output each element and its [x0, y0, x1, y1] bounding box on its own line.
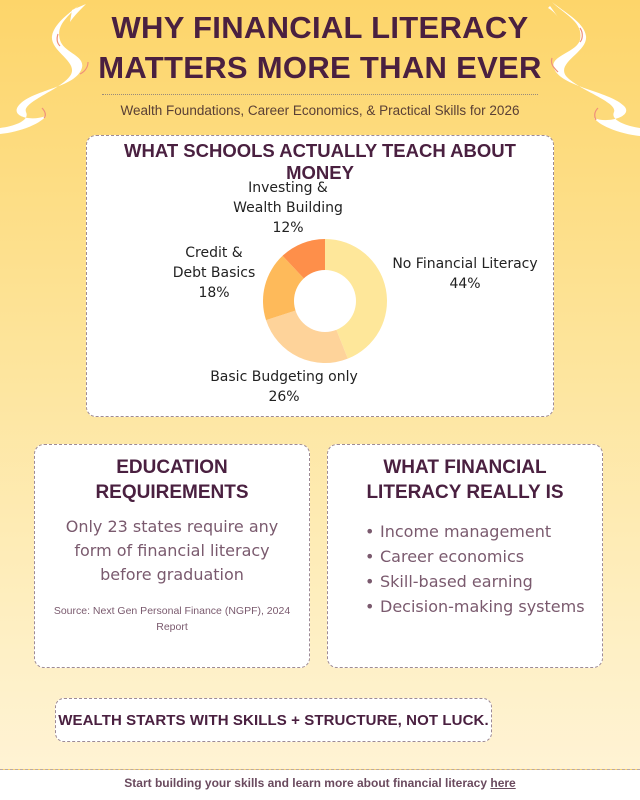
bullet-icon: •	[365, 597, 375, 616]
page-title-line2: MATTERS MORE THAN EVER	[98, 50, 542, 85]
education-requirements-card	[34, 444, 310, 668]
education-card-title: EDUCATION REQUIREMENTS	[95, 457, 249, 503]
financial-literacy-list	[328, 519, 602, 619]
footer	[0, 776, 640, 790]
list-item: • Career economics	[365, 544, 592, 569]
page-title-line1: WHY FINANCIAL LITERACY	[111, 10, 529, 45]
list-item: • Income management	[365, 519, 592, 544]
label-credit-debt: Credit & Debt Basics 18%	[172, 245, 256, 301]
financial-literacy-card-title: WHAT FINANCIAL LITERACY REALLY IS	[366, 457, 564, 503]
list-item: • Skill-based earning	[365, 569, 592, 594]
donut-chart	[262, 238, 388, 364]
bullet-icon: •	[365, 547, 375, 566]
tagline-banner: WEALTH STARTS WITH SKILLS + STRUCTURE, NOT LUCK.	[55, 698, 492, 742]
label-basic-budgeting: Basic Budgeting only 26%	[210, 369, 358, 405]
education-card-body: Only 23 states require any form of financial literacy before graduation	[65, 517, 279, 584]
list-item: • Decision-making systems	[365, 594, 592, 619]
page-subtitle: Wealth Foundations, Career Economics, & Practical Skills for 2026	[120, 103, 520, 118]
bullet-icon: •	[365, 572, 375, 591]
bullet-icon: •	[365, 522, 375, 541]
label-no-financial-literacy: No Financial Literacy 44%	[392, 256, 538, 292]
page-title	[90, 8, 550, 88]
chart-title: WHAT SCHOOLS ACTUALLY TEACH ABOUT MONEY	[124, 140, 516, 183]
footer-here-link[interactable]: here	[490, 776, 516, 790]
financial-literacy-card	[327, 444, 603, 668]
title-divider	[102, 94, 538, 95]
footer-text: Start building your skills and learn more about financial literacy	[124, 776, 491, 790]
label-investing-wealth: Investing & Wealth Building 12%	[233, 180, 343, 236]
education-card-source: Source: Next Gen Personal Finance (NGPF), 2024 Report	[53, 605, 291, 633]
